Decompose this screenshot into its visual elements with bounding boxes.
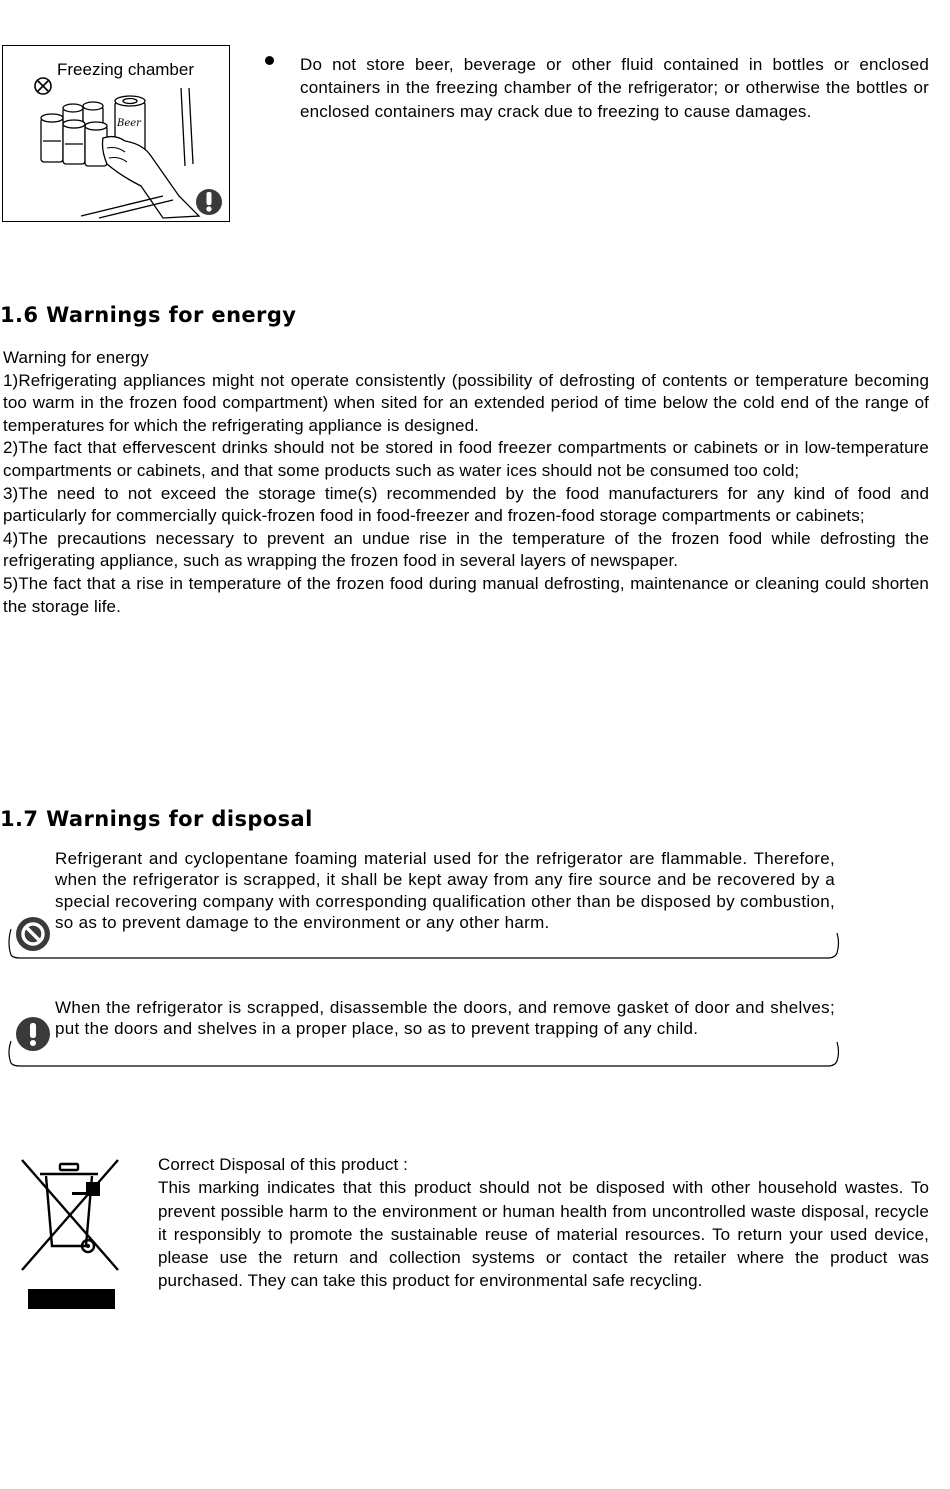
energy-item-3: 3)The need to not exceed the storage time(s) recommended by the food manufacturers for any kind of food and particularly for commercially quick-frozen food in food-freezer and frozen-food storage compartments or cabinets; <box>3 483 929 526</box>
exclamation-icon <box>16 1017 50 1051</box>
section-heading-energy: 1.6 Warnings for energy <box>0 303 297 327</box>
correct-disposal-body: This marking indicates that this product should not be disposed with other household wastes. To prevent possible harm to the environment or human health from uncontrolled waste disposal, recycle it responsibly to promote the sustainable reuse of material resources. To return your used device, please use the return and collection systems or contact the retailer where the product was purchased. They can take this product for environmental safe recycling. <box>158 1178 929 1291</box>
energy-item-5: 5)The fact that a rise in temperature of the frozen food during manual defrosting, maintenance or cleaning could shorten the storage life. <box>3 573 929 616</box>
energy-warnings <box>3 347 929 618</box>
freezing-chamber-figure <box>2 45 230 222</box>
energy-intro: Warning for energy <box>3 348 149 367</box>
correct-disposal-block <box>158 1153 929 1293</box>
section-heading-disposal: 1.7 Warnings for disposal <box>0 807 313 831</box>
energy-item-2: 2)The fact that effervescent drinks should not be stored in food freezer compartments or cabinets or in low-temperature compartments or cabinets, and that some products such as water ices should not be consumed too cold; <box>3 438 929 480</box>
svg-text:Beer: Beer <box>117 118 141 129</box>
freezing-warning-text: Do not store beer, beverage or other fluid contained in bottles or enclosed containers in the freezing chamber of the refrigerator; or otherwise the bottles or enclosed containers may crack due to freezing to cause damages. <box>300 55 929 121</box>
freezing-chamber-label: Freezing chamber <box>57 60 195 79</box>
energy-item-1: 1)Refrigerating appliances might not operate consistently (possibility of defrosting of contents or temperature becoming too warm in the frozen food compartment) when sited for an extended period of time below the cold end of the range of temperatures for which the refrigerating appliance is designed. <box>3 370 929 435</box>
crossed-out-bin-icon <box>14 1152 130 1318</box>
correct-disposal-title: Correct Disposal of this product : <box>158 1155 408 1174</box>
flammable-warning-text: Refrigerant and cyclopentane foaming material used for the refrigerator are flammable. Therefore, when the refrigerator is scrapped, it shall be kept away from any fire source and be recovered by a special recovering company with corresponding qualification other than be disposed by combustion, so as to prevent damage to the environment or any other harm. <box>55 849 835 932</box>
prohibited-icon <box>16 917 50 951</box>
warning-bracket-child <box>6 1038 842 1069</box>
energy-item-4: 4)The precautions necessary to prevent an undue rise in the temperature of the frozen food while defrosting the refrigerating appliance, such as wrapping the frozen food in several layers of newspaper. <box>3 528 929 571</box>
prohibited-small-icon <box>35 78 51 94</box>
exclamation-small-icon <box>196 189 222 215</box>
bullet-dot <box>265 56 274 65</box>
child-trap-warning-text: When the refrigerator is scrapped, disassemble the doors, and remove gasket of door and shelves; put the doors and shelves in a proper place, so as to prevent trapping of any child. <box>55 998 835 1039</box>
